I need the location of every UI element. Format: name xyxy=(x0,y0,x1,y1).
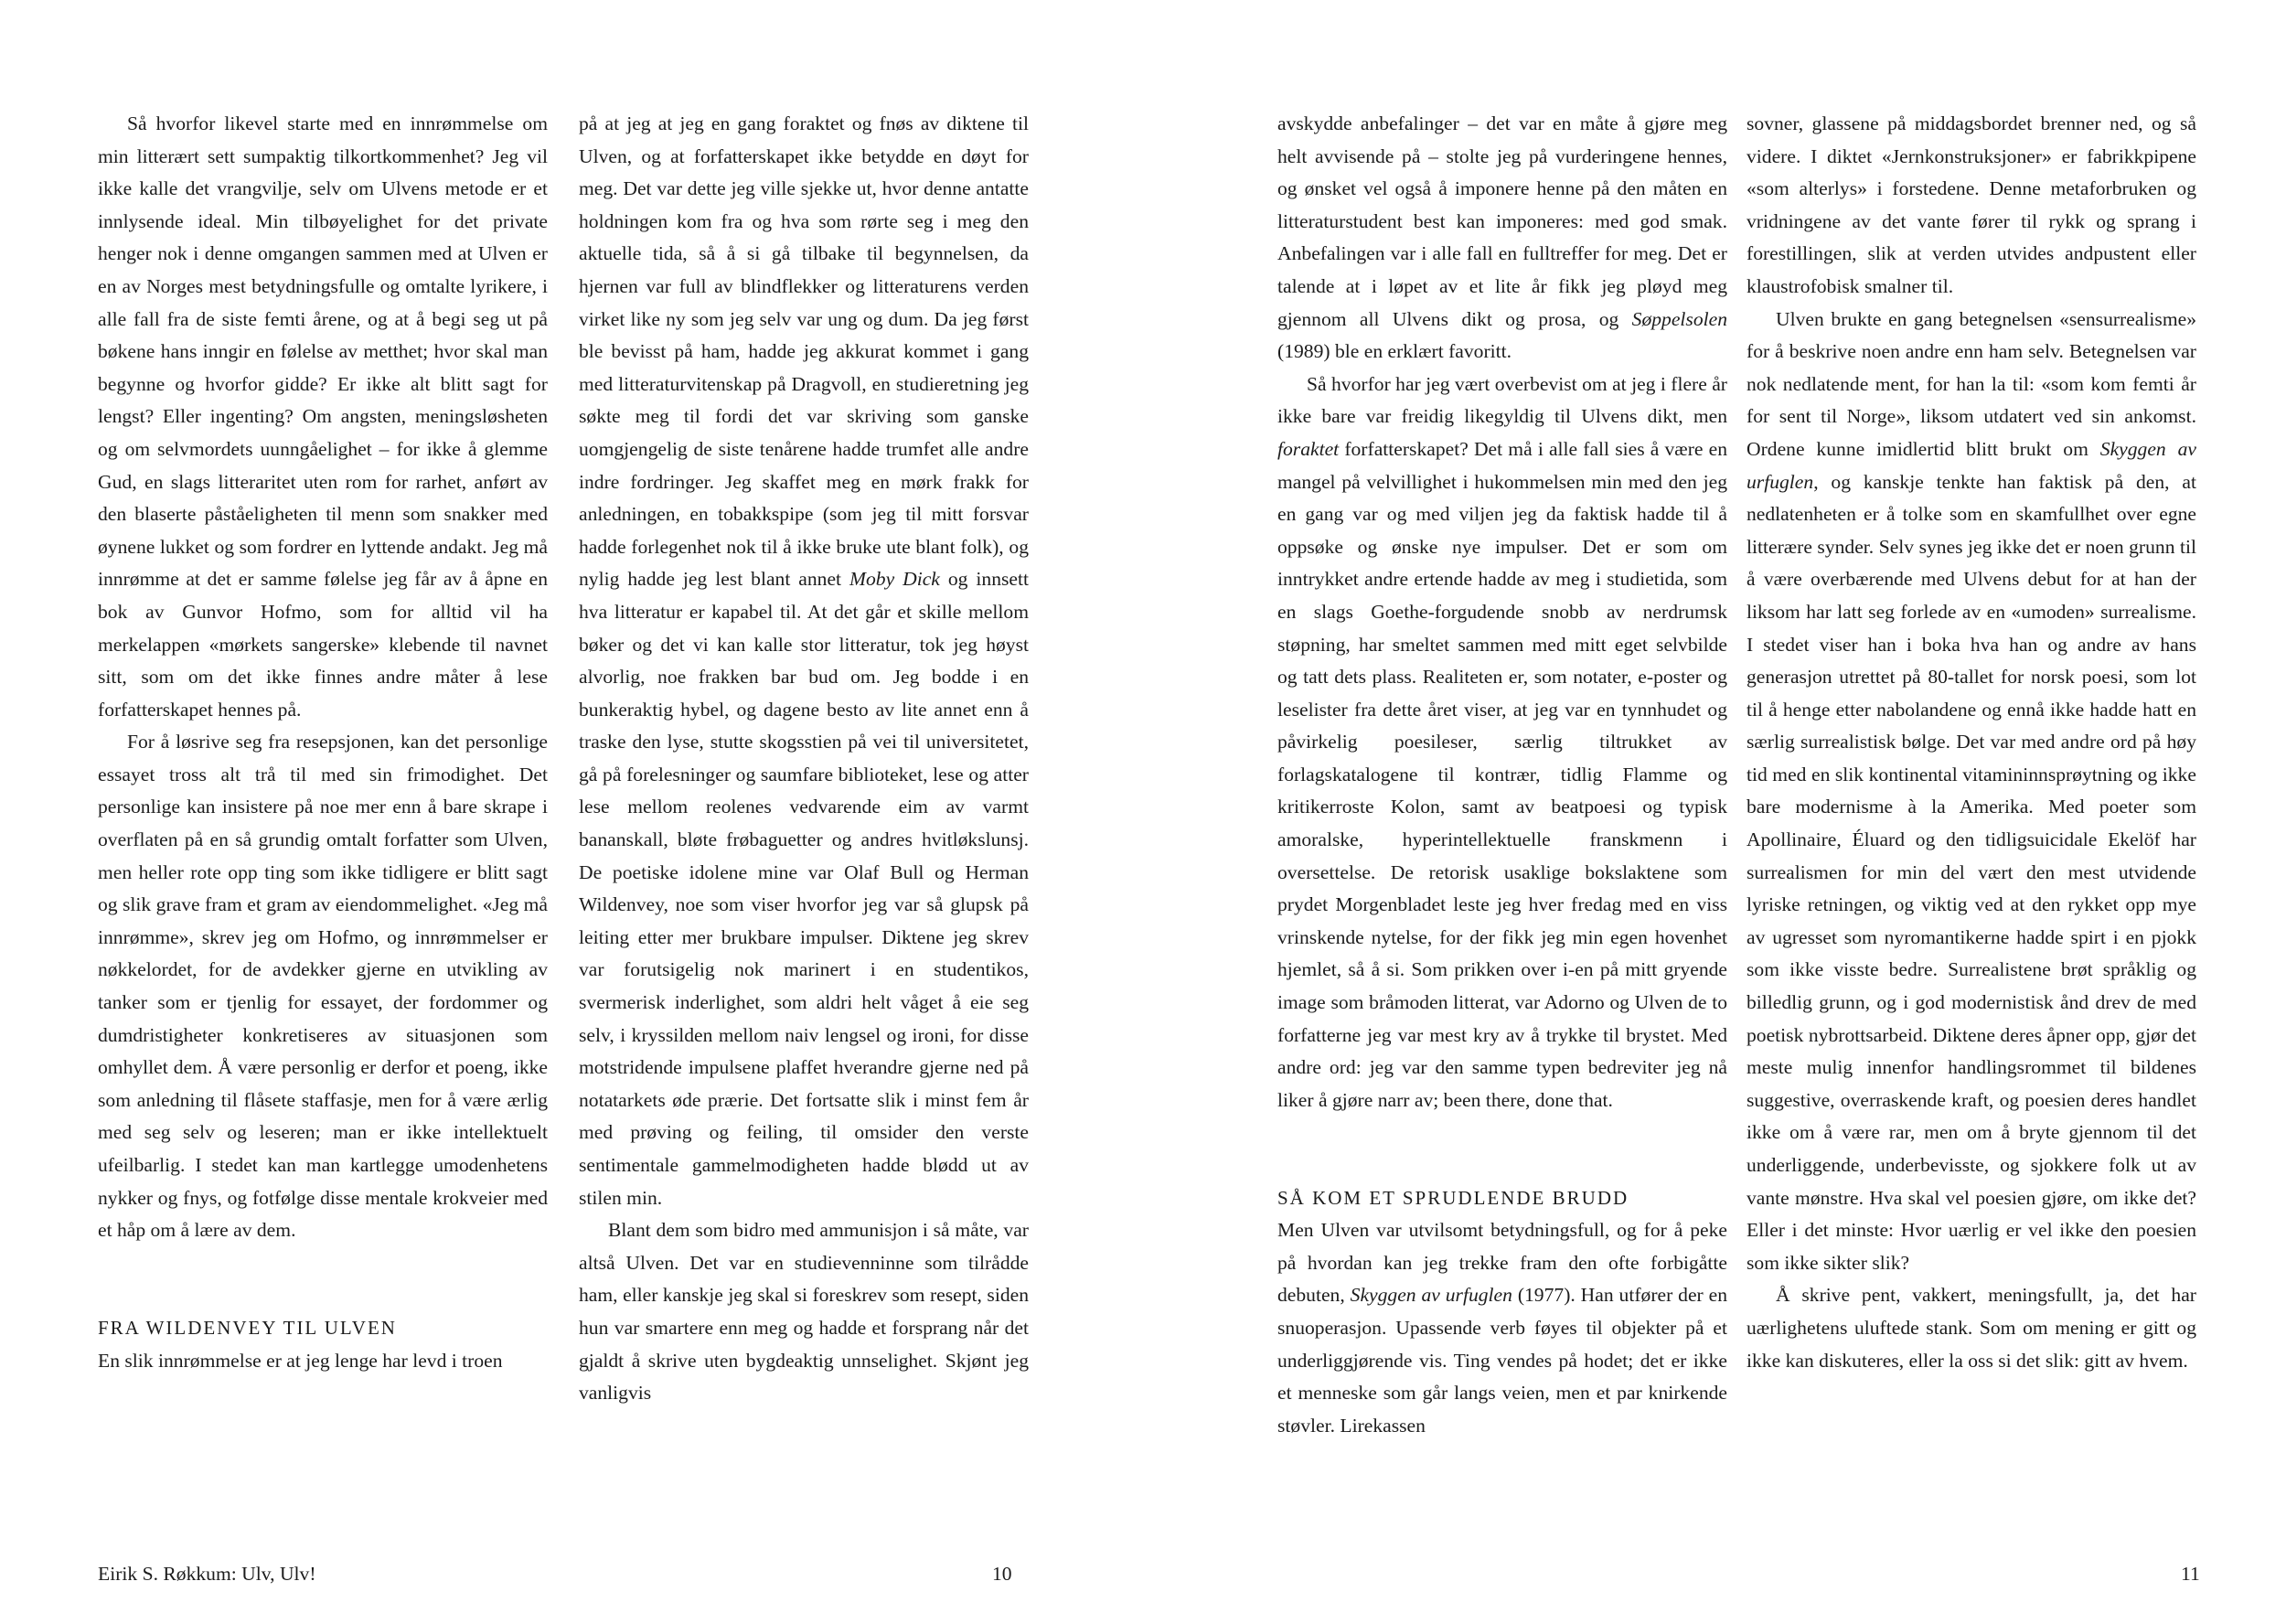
text-run: avskydde anbefalinger – det var en måte å gjøre meg helt avvisende på – stolte jeg på vurderingene hennes, og ønsket vel også å imponere henne på den måten en litteraturstudent best kan imponeres: med god smak. Anbefalingen var i alle fall en fulltreffer for meg. Det er talende at i løpet av et lite år fikk jeg pløyd meg gjennom all Ulvens dikt og prosa, og xyxy=(1277,112,1727,330)
paragraph xyxy=(1277,108,1727,369)
book-title: Skyggen av urfuglen xyxy=(1350,1284,1512,1307)
book-title: Moby Dick xyxy=(849,568,940,591)
text-run: forfatterskapet? Det må i alle fall sies å være en mangel på velvillighet i hukommelsen min med den jeg en gang var og med viljen jeg da faktisk hadde til å oppsøke og ønske nye impulser. Det er som om inntrykket andre ertende hadde av meg i studietida, som en slags Goethe-forgudende snobb av nerdrumsk støpning, har smeltet sammen med mitt eget selvbilde og tatt dets plass. Realiteten er, som notater, e-poster og leselister fra dette året viser, at jeg var en tynnhudet og påvirkelig poesileser, særlig tiltrukket av forlagskatalogene til kontrær, tidlig Flamme og kritikerroste Kolon, samt av beatpoesi og typisk amoralske, hyperintellektuelle franskmenn i oversettelse. De retorisk usaklige bokslaktene som prydet Morgenbladet leste jeg hver fredag med en viss vrinskende nytelse, for der fikk jeg min egen hovenhet hjemlet, så å si. Som prikken over i-en på mitt gryende image som bråmoden litterat, var Adorno og Ulven de to forfatterne jeg var mest kry av å trykke til brystet. Med andre ord: jeg var den samme typen bedreviter jeg nå liker å gjøre narr av; been there, done that. xyxy=(1277,437,1727,1111)
emphasis: foraktet xyxy=(1277,437,1340,460)
left-page-column-2 xyxy=(579,108,1029,1410)
text-run: på at jeg at jeg en gang foraktet og fnøs av diktene til Ulven, og at forfatterskapet ikke betydde en døyt for meg. Det var dette jeg ville sjekke ut, hvor denne antatte holdningen kom fra og hva som rørte seg i meg den aktuelle tida, så å si gå tilbake til begynnelsen, da hjernen var full av blindflekker og litteraturens verden virket like ny som jeg selv var ung og dum. Da jeg først ble bevisst på ham, hadde jeg akkurat kommet i gang med litteraturvitenskap på Dragvoll, en studieretning jeg søkte meg til fordi det var skriving som ganske uomgjengelig de siste tenårene hadde trumfet alle andre indre fordringer. Jeg skaffet meg en mørk frakk for anledningen, en tobakkspipe (som jeg til mitt forsvar hadde forlegenhet nok til å ikke bruke ute blant folk), og nylig hadde jeg lest blant annet xyxy=(579,112,1029,591)
text-run: (1989) ble en erklært favoritt. xyxy=(1277,340,1512,363)
page-number-right: 11 xyxy=(2181,1563,2200,1585)
text-run: Ulven brukte en gang betegnelsen «sensurrealisme» for å beskrive noen andre enn ham selv. Betegnelsen var nok nedlatende ment, for han la til: «som kom femti år for sent til Norge», liksom utdatert ved sin ankomst. Ordene kunne imidlertid blitt brukt om xyxy=(1747,307,2196,460)
text-run: og innsett hva litteratur er kapabel til. At det går et skille mellom bøker og det vi kan kalle stor litteratur, tok jeg høyst alvorlig, noe frakken bar bud om. Jeg bodde i en bunkeraktig hybel, og dagene besto av lite annet enn å traske den lyse, stutte skogsstien på vei til universitetet, gå på forelesninger og saumfare biblioteket, lese og atter lese mellom reolenes vedvarende eim av varmt bananskall, bløte frøbaguetter og andres hvitløkslunsj. De poetiske idolene mine var Olaf Bull og Herman Wildenvey, noe som viser hvorfor jeg var så glupsk på leiting etter mer brukbare impulser. Diktene jeg skrev var forutsigelig nok marinert i en studentikos, svermerisk inderlighet, som aldri helt våget å eie seg selv, i kryssilden mellom naiv lengsel og ironi, for disse motstridende impulsene plaffet hverandre gjerne ned på notatarkets øde prærie. Det fortsatte slik i minst fem år med prøving og feiling, til omsider den verste sentimentale gammelmodigheten hadde blødd ut av stilen min. xyxy=(579,568,1029,1209)
paragraph: Så hvorfor likevel starte med en innrømmelse om min litterært sett sumpaktig tilkortkommenhet? Jeg vil ikke kalle det vrangvilje, selv om Ulvens metode er et innlysende ideal. Min tilbøyelighet for det private henger nok i denne omgangen sammen med at Ulven er en av Norges mest betydningsfulle og omtalte lyrikere, i alle fall fra de siste femti årene, og at å begi seg ut på bøkene hans inngir en følelse av metthet; hvor skal man begynne og hvorfor gidde? Er ikke alt blitt sagt for lengst? Eller ingenting? Om angsten, meningsløsheten og om selvmordets uunngåelighet – for ikke å glemme Gud, en slags litteraritet uten rom for rarhet, anført av den blaserte påståeligheten til menn som snakker med øynene lukket og som fordrer en lyttende andakt. Jeg må innrømme at det er samme følelse jeg får av å åpne en bok av Gunvor Hofmo, som for alltid vil ha merkelappen «mørkets sangerske» klebende til navnet sitt, som om det ikke finnes andre måter å lese forfatterskapet hennes på. xyxy=(98,112,548,721)
book-title: Skyggen av urfuglen xyxy=(1747,437,2196,493)
text-run: (1977). Han utfører der en snuoperasjon. Upassende verb føyes til objekter på et underliggjørende vis. Ting vendes på hodet; det er ikke et menneske som går langs veien, men et par knirkende støvler. Lirekassen xyxy=(1277,1284,1728,1437)
book-title: Søppelsolen xyxy=(1631,307,1727,330)
right-page-column-2 xyxy=(1747,108,2196,1377)
text-run: Men Ulven var utvilsomt betydningsfull, og for å peke på hvordan kan jeg trekke fram den ofte forbigåtte debuten, xyxy=(1277,1219,1727,1307)
paragraph: sovner, glassene på middagsbordet brenner ned, og så videre. I diktet «Jernkonstruksjoner» er fabrikkpipene «som alterlys» i forstedene. Denne metaforbruken og vridningene av det vante fører til rykk og sprang i forestillingen, slik at verden utvides andpustent eller klaustrofobisk smalner til. xyxy=(1747,112,2196,297)
paragraph xyxy=(1277,1214,1727,1442)
paragraph xyxy=(1747,304,2196,1280)
paragraph xyxy=(579,108,1029,1214)
right-page-column-1 xyxy=(1277,108,1727,1442)
paragraph: For å løsrive seg fra resepsjonen, kan det personlige essayet tross alt trå til med sin frimodighet. Det personlige kan insistere på noe mer enn å bare skrape i overflaten på en så grundig omtalt forfatter som Ulven, men heller rote opp ting som ikke tidligere er blitt sagt og slik grave fram et gram av eiendommelighet. «Jeg må innrømme», skrev jeg om Hofmo, og innrømmelser er nøkkelordet, for de avdekker gjerne en utvikling av tanker som er tjenlig for essayet, der fordommer og dumdristigheter konkretiseres av situasjonen som omhyllet dem. Å være personlig er derfor et poeng, ikke som anledning til flåsete staffasje, men for å være ærlig med seg selv og leseren; man er ikke intellektuelt ufeilbarlig. I stedet kan man kartlegge umodenhetens nykker og fnys, og fotfølge disse mentale krokveier med et håp om å lære av dem. xyxy=(98,731,548,1242)
left-page-column-1 xyxy=(98,108,548,1377)
text-run: Så hvorfor har jeg vært overbevist om at jeg i flere år ikke bare var freidig likegyldig til Ulvens dikt, men xyxy=(1277,372,1727,428)
paragraph: Å skrive pent, vakkert, meningsfullt, ja, det har uærlighetens uluftede stank. Som om mening er gitt og ikke kan diskuteres, eller la oss si det slik: gitt av hvem. xyxy=(1747,1284,2196,1372)
section-heading: SÅ KOM ET SPRUDLENDE BRUDD xyxy=(1277,1186,1629,1209)
section-heading: FRA WILDENVEY TIL ULVEN xyxy=(98,1316,397,1339)
paragraph: En slik innrømmelse er at jeg lenge har levd i troen xyxy=(98,1349,503,1372)
paragraph xyxy=(1277,369,1727,1117)
running-footer: Eirik S. Røkkum: Ulv, Ulv! xyxy=(98,1563,316,1585)
paragraph: Blant dem som bidro med ammunisjon i så måte, var altså Ulven. Det var en studievenninne som tilrådde ham, eller kanskje jeg skal si foreskrev som resept, siden hun var smartere enn meg og hadde et forsprang når det gjaldt å skrive uten bygdeaktig unnselighet. Skjønt jeg vanligvis xyxy=(579,1219,1029,1405)
page-number-left: 10 xyxy=(992,1563,1012,1585)
text-run: , og kanskje tenkte han faktisk på den, at nedlatenheten er å tolke som en skamfullhet over egne litterære synder. Selv synes jeg ikke det er noen grunn til å være overbærende med Ulvens debut for at han der liksom har latt seg forlede av en «umoden» surrealisme. I stedet viser han i boka hva han og andre av hans generasjon utrettet på 80-tallet for norsk poesi, som lot til å henge etter nabolandene og ennå ikke hadde hatt en særlig surrealistisk bølge. Det var med andre ord på høy tid med en slik kontinental vitamininnsprøytning og ikke bare modernisme à la Amerika. Med poeter som Apollinaire, Éluard og den tidligsuicidale Ekelöf har surrealismen for min del vært den mest utvidende lyriske retningen, og viktig ved at den rykket opp mye av ugresset som nyromantikerne hadde spirt i en pjokk som ikke visste bedre. Surrealistene brøt språklig og billedlig grunn, og i god modernistisk ånd drev de med poetisk nybrottsarbeid. Diktene deres åpner opp, gjør det meste mulig innenfor handlingsrommet til bildenes suggestive, overraskende kraft, og poesien deres handlet ikke om å være rar, men om å bryte gjennom til det underliggende, underbevisste, og sjokkere folk ut av vante mønstre. Hva skal vel poesien gjøre, om ikke det? Eller i det minste: Hvor uærlig er vel ikke den poesien som ikke sikter slik? xyxy=(1747,470,2196,1274)
